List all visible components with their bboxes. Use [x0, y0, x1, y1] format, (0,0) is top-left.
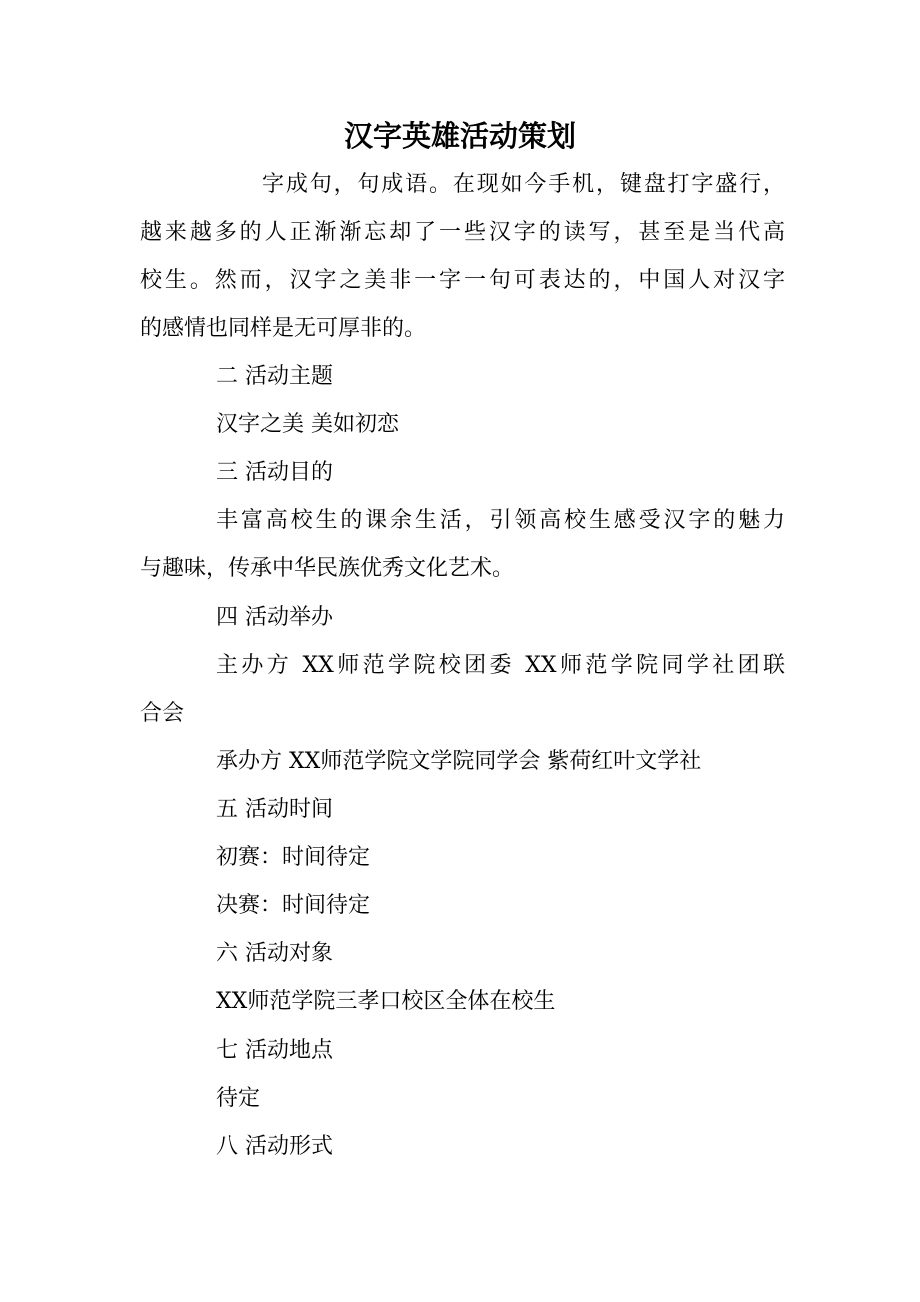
section-location-heading: 七 活动地点: [216, 1038, 333, 1063]
section-organizer-heading: 四 活动举办: [216, 605, 333, 630]
section-audience-heading: 六 活动对象: [216, 941, 333, 966]
organizer-line-2: 合会: [140, 701, 185, 726]
intro-line-2: 越来越多的人正渐渐忘却了一些汉字的读写，甚至是当代高: [140, 220, 785, 245]
section-purpose-heading: 三 活动目的: [216, 460, 333, 485]
intro-line-1: 字成句，句成语。在现如今手机，键盘打字盛行，: [262, 172, 785, 197]
location-text: 待定: [216, 1086, 261, 1111]
section-theme-heading: 二 活动主题: [216, 364, 333, 389]
purpose-line-1: 丰富高校生的课余生活，引领高校生感受汉字的魅力: [216, 508, 785, 533]
purpose-line-2: 与趣味，传承中华民族优秀文化艺术。: [140, 556, 515, 581]
section-format-heading: 八 活动形式: [216, 1134, 333, 1159]
intro-line-3: 校生。然而，汉字之美非一字一句可表达的，中国人对汉字: [140, 268, 785, 293]
section-time-heading: 五 活动时间: [216, 797, 333, 822]
audience-text: XX师范学院三孝口校区全体在校生: [216, 989, 556, 1014]
preliminary-time: 初赛：时间待定: [216, 845, 371, 870]
theme-text: 汉字之美 美如初恋: [216, 412, 399, 437]
organizer-line-1: 主办方 XX师范学院校团委 XX师范学院同学社团联: [216, 653, 785, 678]
co-organizer-line: 承办方 XX师范学院文学院同学会 紫荷红叶文学社: [216, 749, 702, 774]
intro-line-4: 的感情也同样是无可厚非的。: [140, 316, 427, 341]
document-title: 汉字英雄活动策划: [343, 119, 576, 153]
final-time: 决赛：时间待定: [216, 893, 371, 918]
